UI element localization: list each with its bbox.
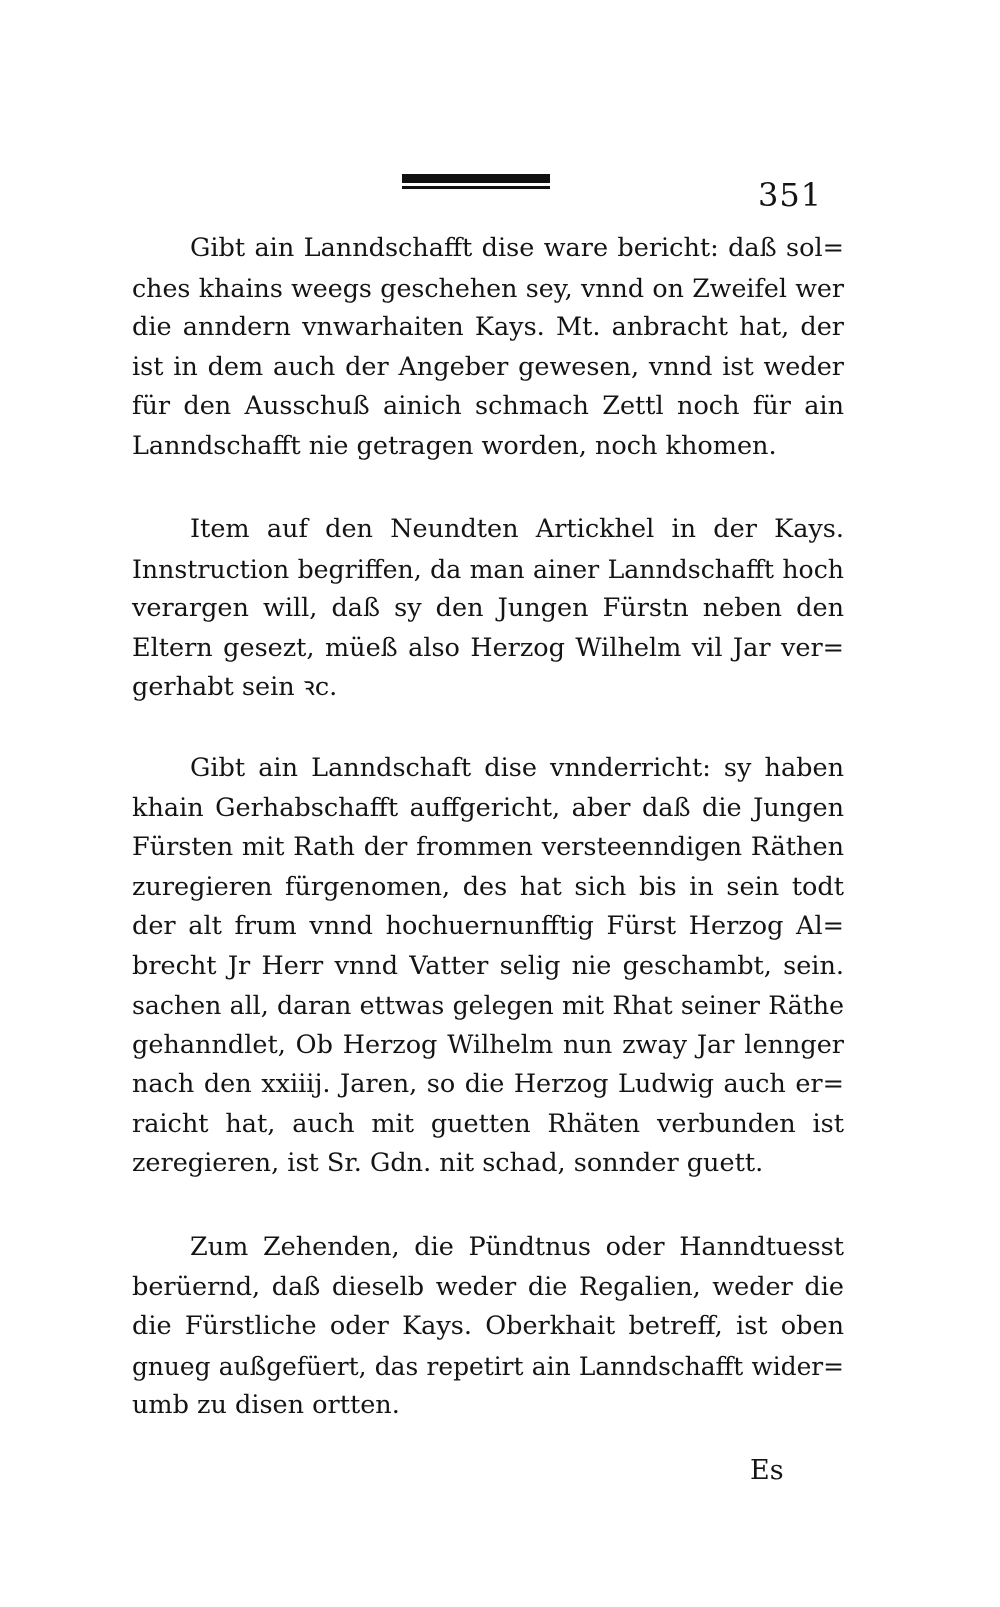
text-line: sachen all, daran ettwas gelegen mit Rhat seiner Räthe — [132, 991, 844, 1020]
paragraph-4 — [132, 1228, 844, 1426]
header-rule — [402, 174, 550, 190]
text-line: Gibt ain Lanndschafft dise ware bericht: daß sol= — [190, 233, 844, 263]
header-rule-thin — [402, 186, 550, 189]
catchword: Es — [750, 1455, 784, 1486]
text-line: zeregieren, ist Sr. Gdn. nit schad, sonnder guett. — [132, 1148, 764, 1178]
text-line: gerhabt sein ꝛc. — [132, 672, 338, 702]
text-line: berüernd, daß dieselb weder die Regalien, weder die — [132, 1271, 844, 1302]
text-line: ches khains weegs geschehen sey, vnnd on Zweifel wer — [132, 273, 844, 303]
text-line: die anndern vnwarhaiten Kays. Mt. anbracht hat, der — [132, 312, 844, 342]
text-line: Zum Zehenden, die Pündtnus oder Hanndtuesst — [190, 1232, 844, 1262]
text-line: Innstruction begriffen, da man ainer Lanndschafft hoch — [132, 554, 844, 584]
text-line: zuregieren fürgenomen, des hat sich bis in sein todt — [132, 871, 844, 902]
text-line: umb zu disen ortten. — [132, 1390, 400, 1420]
paragraph-2 — [132, 510, 844, 708]
paragraph-1 — [132, 229, 844, 466]
text-line: khain Gerhabschafft auffgericht, aber daß die Jungen — [132, 792, 844, 823]
text-line: Gibt ain Lanndschaft dise vnnderricht: sy haben — [190, 753, 844, 783]
text-line: nach den xxiiij. Jaren, so die Herzog Ludwig auch er= — [132, 1069, 844, 1099]
text-line: ist in dem auch der Angeber gewesen, vnnd ist weder — [132, 351, 844, 382]
text-line: die Fürstliche oder Kays. Oberkhait betreff, ist oben — [132, 1311, 844, 1341]
text-line: gnueg außgefüert, das repetirt ain Lanndschafft wider= — [132, 1351, 844, 1381]
text-line: Item auf den Neundten Artickhel in der Kays. — [190, 514, 844, 544]
text-line: brecht Jr Herr vnnd Vatter selig nie geschambt, sein. — [132, 950, 844, 981]
page-number: 351 — [758, 176, 823, 214]
text-line: Fürsten mit Rath der frommen versteenndigen Räthen — [132, 832, 844, 862]
paragraph-3 — [132, 749, 844, 1184]
text-line: gehanndlet, Ob Herzog Wilhelm nun zway Jar lennger — [132, 1029, 844, 1060]
text-line: für den Ausschuß ainich schmach Zettl noch für ain — [132, 391, 844, 421]
text-line: raicht hat, auch mit guetten Rhäten verbunden ist — [132, 1108, 844, 1139]
text-line: der alt frum vnnd hochuernunfftig Fürst Herzog Al= — [132, 911, 844, 941]
text-line: Lanndschafft nie getragen worden, noch khomen. — [132, 430, 777, 461]
text-line: Eltern gesezt, müeß also Herzog Wilhelm vil Jar ver= — [132, 632, 844, 663]
text-line: verargen will, daß sy den Jungen Fürstn neben den — [132, 593, 844, 623]
header-rule-thick — [402, 174, 550, 183]
